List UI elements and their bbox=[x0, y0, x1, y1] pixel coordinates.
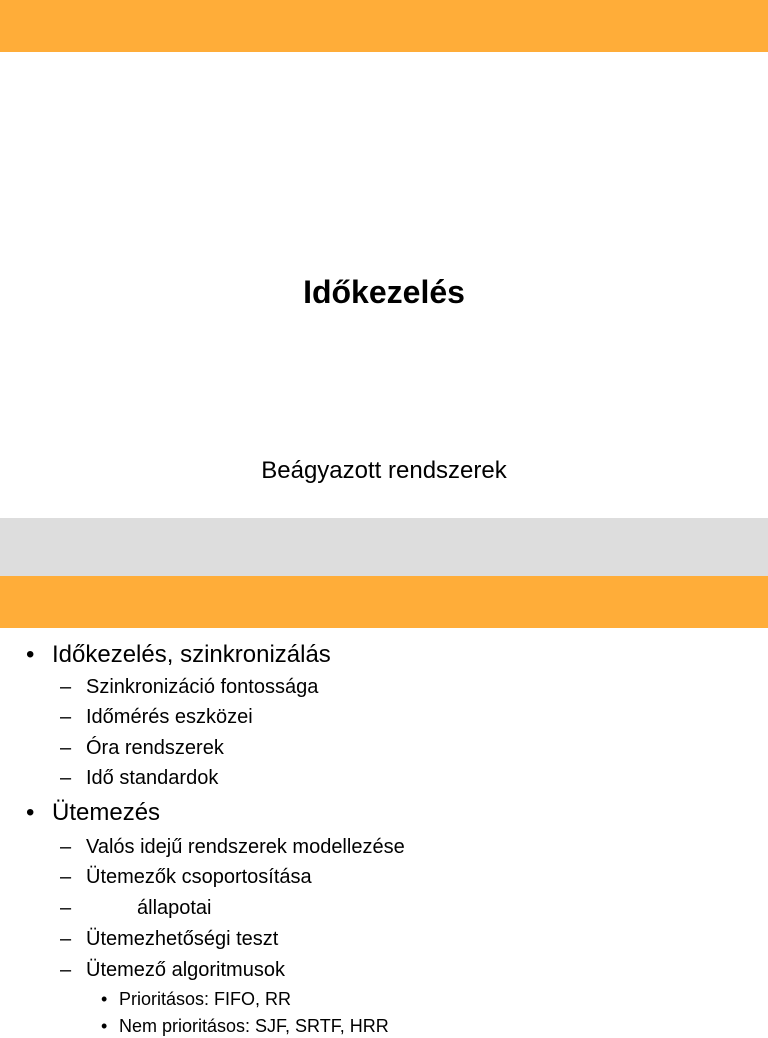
sub-list-item-label: Nem prioritásos: SJF, SRTF, HRR bbox=[119, 1016, 389, 1036]
list-item bbox=[60, 674, 319, 700]
slide-subtitle: Beágyazott rendszerek bbox=[261, 457, 507, 484]
list-item-label: Ütemező algoritmusok bbox=[86, 959, 285, 981]
dash-icon: – bbox=[60, 897, 72, 919]
list-item-label: Valós idejű rendszerek modellezése bbox=[86, 836, 405, 858]
list-item bbox=[60, 926, 279, 952]
bullet-item-scheduling bbox=[26, 798, 161, 828]
list-item bbox=[60, 864, 312, 890]
sub-list-item bbox=[101, 1014, 389, 1038]
top-accent-band bbox=[0, 0, 768, 52]
bullet-item-time-management bbox=[26, 640, 331, 670]
list-item-label: Időmérés eszközei bbox=[86, 706, 253, 728]
slide-separator bbox=[0, 518, 768, 576]
dash-icon: – bbox=[60, 767, 72, 789]
list-item-label: állapotai bbox=[137, 897, 212, 919]
dash-icon: – bbox=[60, 836, 72, 858]
sub-bullet-icon: • bbox=[101, 989, 108, 1009]
list-item bbox=[60, 957, 285, 983]
sub-bullet-icon: • bbox=[101, 1016, 108, 1036]
list-item bbox=[60, 704, 253, 730]
sub-list-item-label: Prioritásos: FIFO, RR bbox=[119, 989, 292, 1009]
bullet-icon: • bbox=[26, 641, 35, 668]
slide-title: Időkezelés bbox=[303, 274, 465, 310]
bullet-label: Időkezelés, szinkronizálás bbox=[52, 641, 331, 668]
list-item-label: Idő standardok bbox=[86, 767, 219, 789]
list-item bbox=[60, 765, 219, 791]
second-slide-accent-band bbox=[0, 576, 768, 628]
bullet-label: Ütemezés bbox=[52, 799, 161, 826]
bullet-icon: • bbox=[26, 799, 35, 826]
list-item-label: Szinkronizáció fontossága bbox=[86, 676, 319, 698]
dash-icon: – bbox=[60, 866, 72, 888]
content-slide bbox=[0, 628, 768, 1036]
dash-icon: – bbox=[60, 676, 72, 698]
list-item bbox=[60, 735, 224, 761]
list-item bbox=[60, 834, 405, 860]
title-slide bbox=[0, 52, 768, 518]
dash-icon: – bbox=[60, 928, 72, 950]
list-item-label: Ütemezhetőségi teszt bbox=[86, 928, 279, 950]
list-item-label: Óra rendszerek bbox=[86, 737, 224, 759]
dash-icon: – bbox=[60, 706, 72, 728]
list-item-label: Ütemezők csoportosítása bbox=[86, 866, 312, 888]
list-item bbox=[60, 895, 212, 921]
dash-icon: – bbox=[60, 737, 72, 759]
sub-list-item bbox=[101, 987, 292, 1011]
dash-icon: – bbox=[60, 959, 72, 981]
